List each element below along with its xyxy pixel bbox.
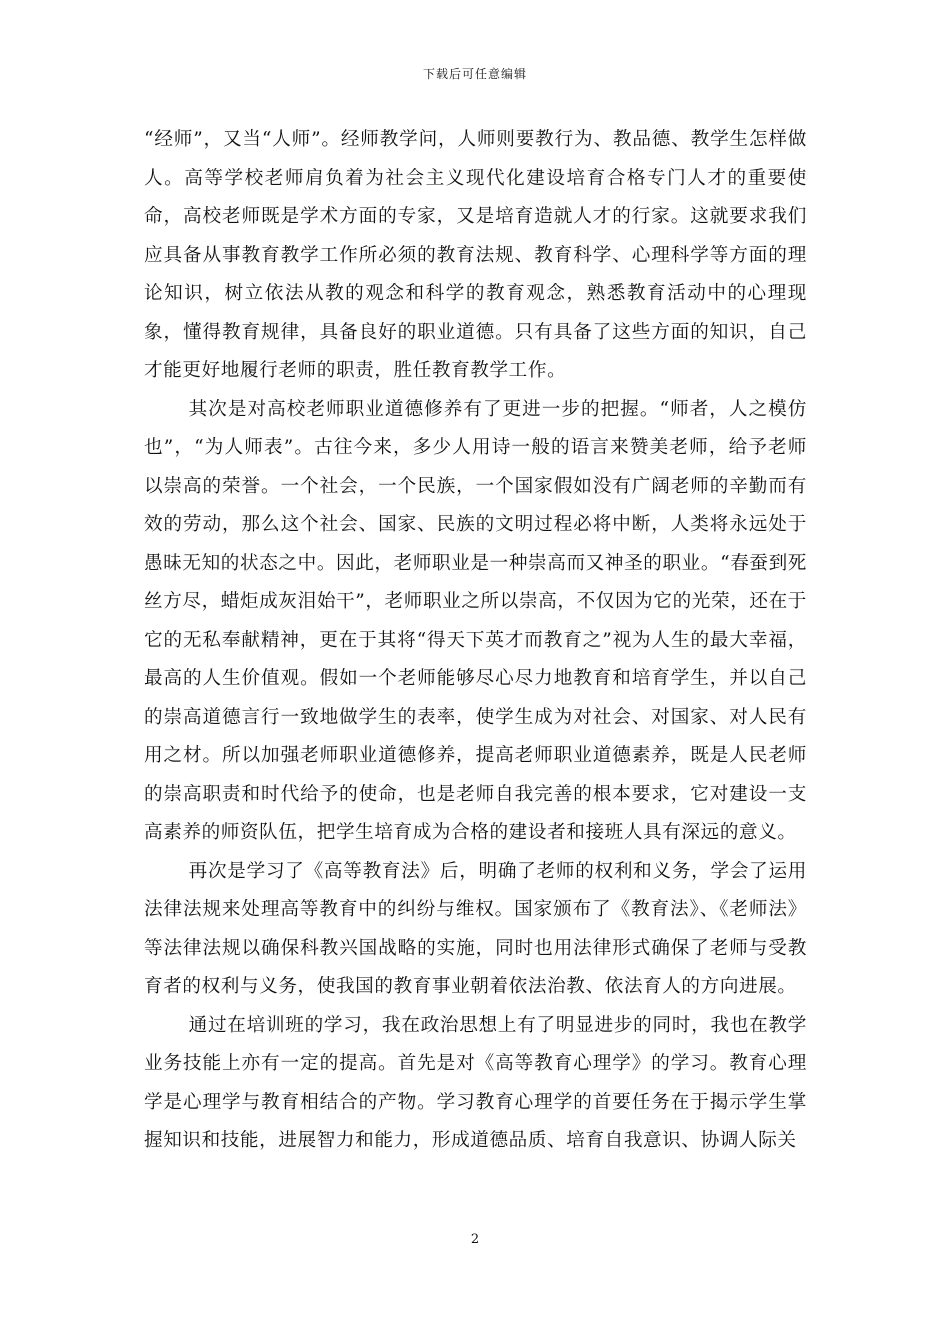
document-body — [144, 121, 807, 1161]
paragraph-3: 再次是学习了《高等教育法》后，明确了老师的权利和义务，学会了运用法律法规来处理高等教育中的纠纷与维权。国家颁布了《教育法》、《老师法》等法律法规以确保科教兴国战略的实施，同时也用法律形式确保了老师与受教育者的权利与义务，使我国的教育事业朝着依法治教、依法育人的方向进展。 — [144, 860, 807, 997]
page-number: 2 — [470, 1232, 480, 1247]
paragraph-2: 其次是对高校老师职业道德修养有了更进一步的把握。“师者，人之模仿也”，“为人师表”。古往今来，多少人用诗一般的语言来赞美老师，给予老师以崇高的荣誉。一个社会，一个民族，一个国家假如没有广阔老师的辛勤而有效的劳动，那么这个社会、国家、民族的文明过程必将中断，人类将永远处于愚昧无知的状态之中。因此，老师职业是一种崇高而又神圣的职业。“春蚕到死丝方尽，蜡炬成灰泪始干”，老师职业之所以崇高，不仅因为它的光荣，还在于它的无私奉献精神，更在于其将“得天下英才而教育之”视为人生的最大幸福，最高的人生价值观。假如一个老师能够尽心尽力地教育和培育学生，并以自己的崇高道德言行一致地做学生的表率，使学生成为对社会、对国家、对人民有用之材。所以加强老师职业道德修养，提高老师职业道德素养，既是人民老师的崇高职责和时代给予的使命，也是老师自我完善的根本要求，它对建设一支高素养的师资队伍，把学生培育成为合格的建设者和接班人具有深远的意义。 — [144, 398, 807, 843]
paragraph-1: “经师”，又当“人师”。经师教学问，人师则要教行为、教品德、教学生怎样做人。高等学校老师肩负着为社会主义现代化建设培育合格专门人才的重要使命，高校老师既是学术方面的专家，又是培育造就人才的行家。这就要求我们应具备从事教育教学工作所必须的教育法规、教育科学、心理科学等方面的理论知识，树立依法从教的观念和科学的教育观念，熟悉教育活动中的心理现象，懂得教育规律，具备良好的职业道德。只有具备了这些方面的知识，自己才能更好地履行老师的职责，胜任教育教学工作。 — [144, 129, 807, 381]
paragraph-4: 通过在培训班的学习，我在政治思想上有了明显进步的同时，我也在教学业务技能上亦有一定的提高。首先是对《高等教育心理学》的学习。教育心理学是心理学与教育相结合的产物。学习教育心理学的首要任务在于揭示学生掌握知识和技能，进展智力和能力，形成道德品质、培育自我意识、协调人际关 — [144, 1014, 807, 1151]
page-header: 下载后可任意编辑 — [422, 67, 527, 81]
